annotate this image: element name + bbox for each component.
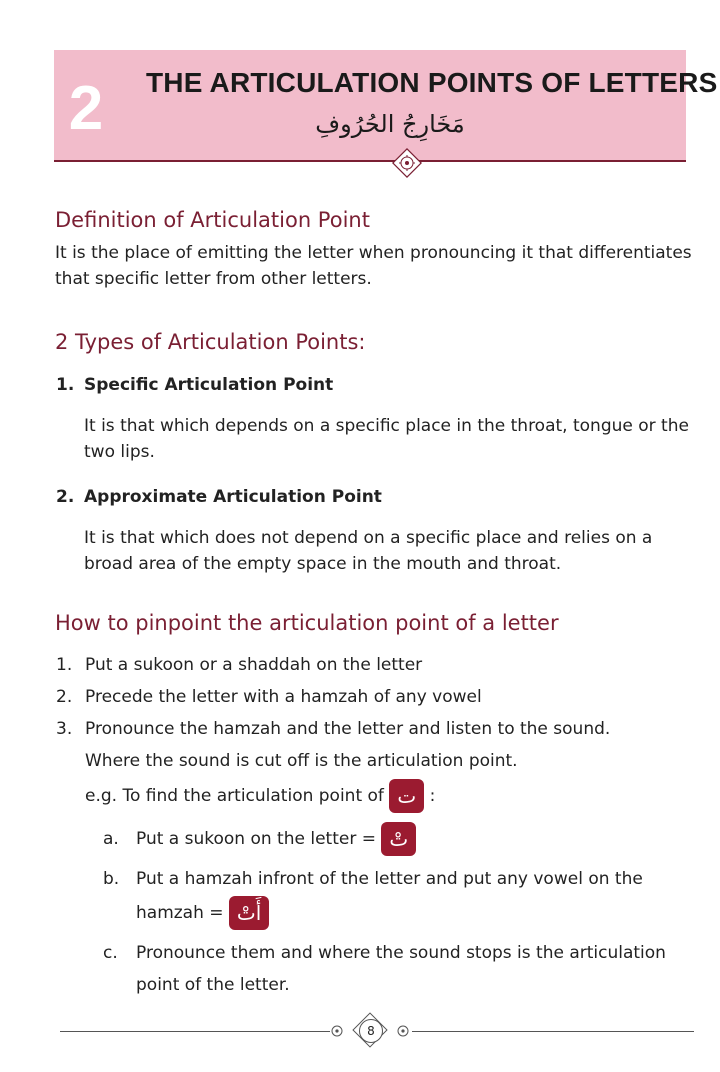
type-description: It is that which depends on a specific place in the throat, tongue or the two lips. — [84, 416, 689, 462]
example-suffix: : — [429, 786, 436, 806]
page-number: 8 — [359, 1019, 383, 1043]
type-title: Approximate Articulation Point — [84, 487, 382, 507]
type-title: Specific Articulation Point — [84, 375, 334, 395]
definition-heading: Definition of Articulation Point — [55, 208, 370, 232]
step-text: Pronounce the hamzah and the letter and listen to the sound. — [85, 719, 611, 739]
sub-step-text: Pronounce them and where the sound stops is the articulation — [136, 943, 666, 963]
flower-ornament-icon — [392, 148, 422, 178]
footer-rule-right — [412, 1031, 694, 1032]
example-prefix: e.g. To find the articulation point of — [85, 786, 384, 806]
step-text: Put a sukoon or a shaddah on the letter — [85, 655, 423, 675]
definition-text: It is the place of emitting the letter when pronouncing it that differentiates that specific letter from other letters. — [55, 243, 692, 289]
sub-step-text: Put a hamzah infront of the letter and put any vowel on the — [136, 869, 643, 889]
sub-step-text-cont — [136, 896, 269, 930]
step-continuation: Where the sound is cut off is the articulation point. — [85, 751, 518, 771]
example-line — [85, 779, 435, 813]
sub-step-label: Put a sukoon on the letter = — [136, 829, 376, 849]
step-number: 2. — [56, 687, 73, 707]
sub-step-marker: b. — [103, 869, 120, 889]
chapter-title: THE ARTICULATION POINTS OF LETTERS — [146, 67, 718, 98]
step-text: Precede the letter with a hamzah of any vowel — [85, 687, 482, 707]
step-number: 1. — [56, 655, 73, 675]
sub-step-marker: c. — [103, 943, 118, 963]
hamzah-letter-badge: أَتْ — [229, 896, 269, 930]
footer-flower-icon — [330, 1024, 344, 1038]
sukoon-letter-badge: تْ — [381, 822, 416, 856]
sub-step-text-cont: point of the letter. — [136, 975, 290, 995]
sub-step-label: hamzah = — [136, 903, 224, 923]
chapter-number: 2 — [68, 74, 104, 143]
pinpoint-heading: How to pinpoint the articulation point of a letter — [55, 611, 559, 635]
footer-flower-icon — [396, 1024, 410, 1038]
type-number: 1. — [56, 375, 75, 395]
banner-underline — [54, 160, 686, 162]
type-number: 2. — [56, 487, 75, 507]
chapter-arabic-title: مَخَارِجُ الحُرُوفِ — [315, 110, 465, 138]
type-description: It is that which does not depend on a specific place and relies on a broad area of the empty space in the mouth and throat. — [84, 528, 653, 574]
sub-step-marker: a. — [103, 829, 119, 849]
example-letter-badge: ت — [389, 779, 424, 813]
sub-step-text — [136, 822, 416, 856]
footer-rule-left — [60, 1031, 330, 1032]
step-number: 3. — [56, 719, 73, 739]
types-heading: 2 Types of Articulation Points: — [55, 330, 366, 354]
